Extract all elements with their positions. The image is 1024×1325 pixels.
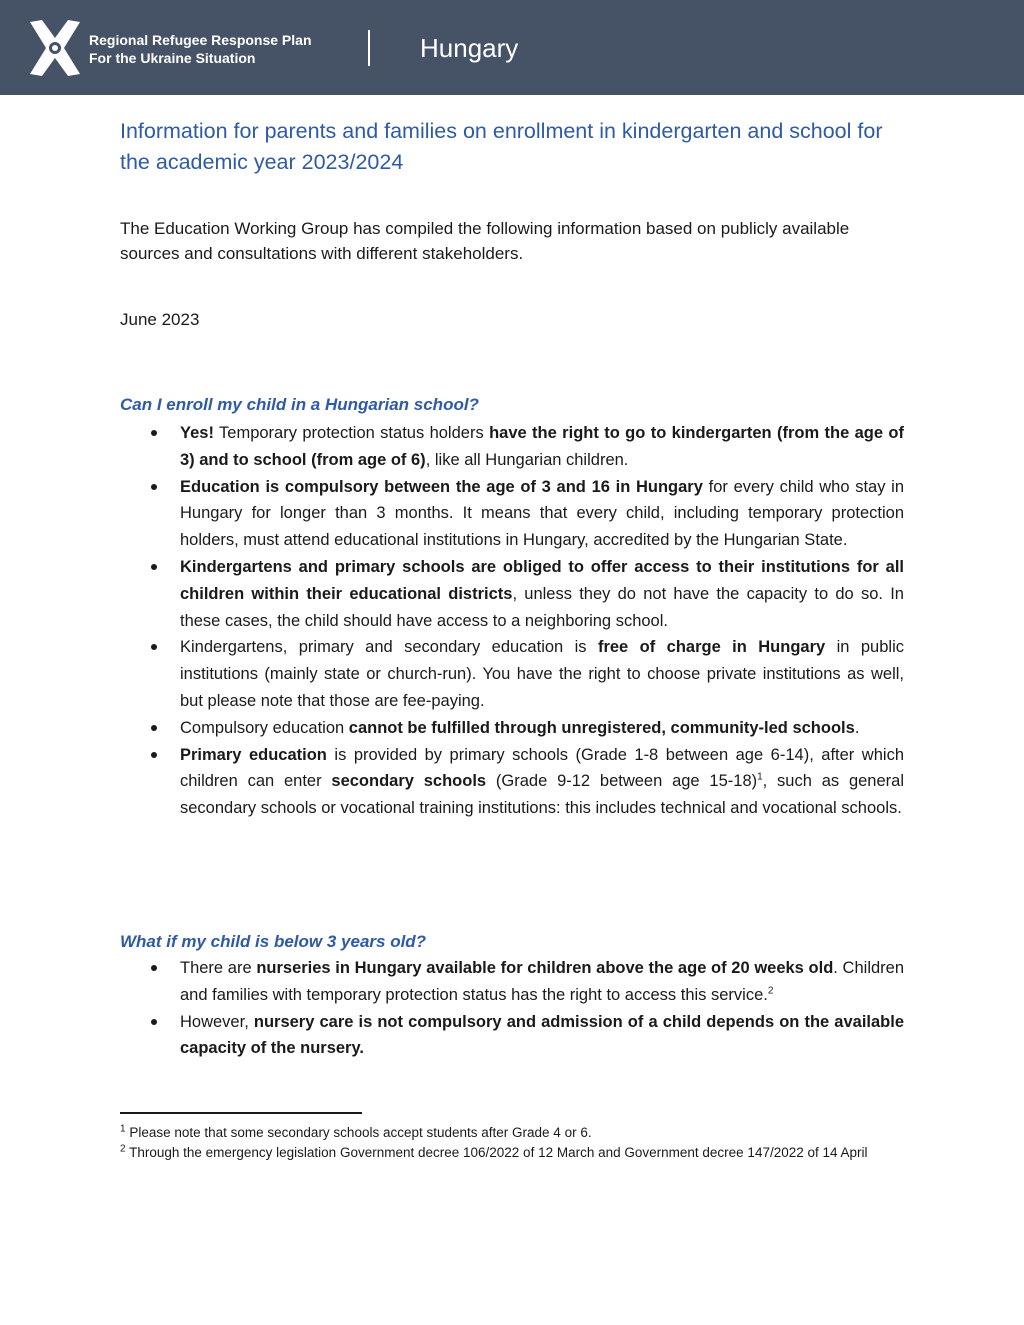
bold-text: nurseries in Hungary available for children above the age of 20 weeks old xyxy=(256,959,834,977)
section-heading-enroll: Can I enroll my child in a Hungarian school? xyxy=(120,395,479,414)
bold-text: Primary education xyxy=(180,745,327,764)
logo-line-2: For the Ukraine Situation xyxy=(89,50,256,66)
list-item xyxy=(180,715,904,742)
text: , unless they do not have the capacity to do so. In these cases, the child should have access to a neighboring school. xyxy=(180,584,904,630)
list-item xyxy=(180,1009,904,1063)
text: , such as general secondary schools or vocational training institutions: this includes technical and vocational schools. xyxy=(180,772,904,818)
footnote-text: Through the emergency legislation Government decree 106/2022 of 12 March and Government decree 147/2022 of 14 April xyxy=(125,1145,868,1160)
footnote-divider xyxy=(120,1112,362,1114)
text: There are xyxy=(180,959,257,977)
text: Kindergartens, primary and secondary education is xyxy=(180,638,598,657)
bold-text: free of charge in Hungary xyxy=(597,638,826,657)
header-divider xyxy=(368,30,370,66)
country-name: Hungary xyxy=(420,33,519,63)
document-title: Information for parents and families on enrollment in kindergarten and school for the academic year 2023/2024 xyxy=(120,119,883,174)
bold-text: Yes! xyxy=(180,424,214,442)
footnote-number: 1 xyxy=(120,1123,126,1135)
bold-text: have the right to go to kindergarten (from the age of 3) and to school (from age of 6) xyxy=(180,424,904,469)
list-item xyxy=(180,474,904,554)
text: in public institutions (mainly state or church-run). You have the right to choose private institutions as well, but please note that those are fee-paying. xyxy=(180,638,904,710)
list-item xyxy=(180,955,904,1009)
rrp-logo-icon xyxy=(24,18,86,78)
logo-text xyxy=(89,31,312,67)
text: Temporary protection status holders xyxy=(213,424,490,442)
footnote-text: Please note that some secondary schools accept students after Grade 4 or 6. xyxy=(125,1125,592,1140)
bold-text: secondary schools xyxy=(331,772,487,791)
footnote-number: 2 xyxy=(120,1143,126,1155)
page-header xyxy=(0,0,1024,95)
footnote-ref[interactable]: 1 xyxy=(757,771,763,783)
text: , like all Hungarian children. xyxy=(425,450,629,469)
list-item xyxy=(180,742,904,822)
footnote-1 xyxy=(120,1123,905,1143)
bold-text: Education is compulsory between the age of 3 and 16 in Hungary xyxy=(180,477,703,496)
document-date: June 2023 xyxy=(120,310,200,329)
text: Compulsory education xyxy=(180,718,349,737)
footnote-2 xyxy=(120,1143,905,1163)
list-item xyxy=(180,554,904,634)
bold-text: nursery care is not compulsory and admission of a child depends on the available capacity of the nursery. xyxy=(180,1012,905,1058)
text: is provided by primary schools (Grade 1-8 between age 6-14), after which children can enter xyxy=(180,745,904,791)
bold-text: Kindergartens and primary schools are obliged to offer access to their institutions for all children within their educational districts xyxy=(180,557,904,603)
section-heading-under-3: What if my child is below 3 years old? xyxy=(120,932,427,951)
list-item xyxy=(180,420,904,474)
intro-paragraph: The Education Working Group has compiled the following information based on publicly available sources and consultations with different stakeholders. xyxy=(120,219,850,263)
enroll-bullet-list xyxy=(180,420,904,822)
text: . xyxy=(854,718,860,737)
list-item xyxy=(180,634,904,714)
under-3-bullet-list xyxy=(180,955,904,1062)
footnotes xyxy=(120,1123,905,1163)
bold-text: cannot be fulfilled through unregistered, community-led schools xyxy=(348,718,855,737)
text: However, xyxy=(180,1012,254,1031)
footnote-ref[interactable]: 2 xyxy=(767,985,774,997)
text: (Grade 9-12 between age 15-18) xyxy=(486,772,758,791)
text: . Children and families with temporary protection status has the right to access this service. xyxy=(180,959,905,1004)
text: for every child who stay in Hungary for longer than 3 months. It means that every child, including temporary protection holders, must attend educational institutions in Hungary, accredited by the Hungarian State. xyxy=(180,477,905,550)
logo-line-1: Regional Refugee Response Plan xyxy=(89,32,312,48)
